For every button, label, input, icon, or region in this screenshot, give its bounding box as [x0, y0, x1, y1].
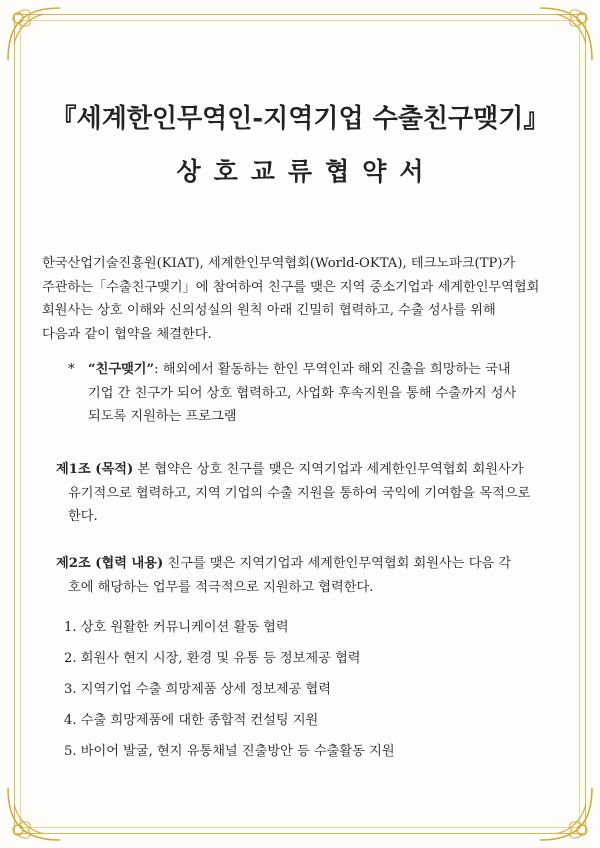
article-1-line: 유기적으로 협력하고, 지역 기업의 수출 지원을 통하여 국익에 기여함을 목적으로 — [68, 485, 531, 501]
article-1-heading: 제1조 (목적) — [56, 462, 134, 477]
list-item: 2. 회원사 현지 시장, 환경 및 유통 등 정보제공 협력 — [64, 651, 361, 666]
note-marker: * — [68, 362, 75, 377]
note-line: 기업 간 친구가 되어 상호 협력하고, 사업화 후속지원을 통해 수출까지 성사 — [88, 385, 517, 401]
intro-paragraph — [42, 252, 564, 346]
intro-line: 한국산업기술진흥원(KIAT), 세계한인무역협회(World-OKTA), 테크노파크(TP)가 — [42, 256, 516, 271]
article-2-heading: 제2조 (협력 내용) — [56, 556, 164, 571]
corner-ornament-icon — [4, 4, 64, 64]
document-subtitle: 상호교류협약서 — [176, 157, 437, 186]
note-line: : 해외에서 활동하는 한인 무역인과 해외 진출을 희망하는 국내 — [154, 362, 511, 377]
corner-ornament-icon — [536, 784, 596, 844]
intro-line: 회원사는 상호 이해와 신의성실의 원칙 아래 긴밀히 협력하고, 수출 성사를 위해 — [42, 303, 496, 318]
intro-line: 주관하는「수출친구맺기」에 참여하여 친구를 맺은 지역 중소기업과 세계한인무역협회 — [42, 279, 540, 295]
definition-note — [68, 358, 564, 429]
corner-ornament-icon — [536, 4, 596, 64]
article-1-line: 한다. — [68, 509, 98, 524]
intro-line: 다음과 같이 협약을 체결한다. — [42, 326, 212, 342]
article-1 — [56, 458, 564, 529]
list-item: 1. 상호 원활한 커뮤니케이션 활동 협력 — [64, 620, 289, 635]
document-title: 『세계한인무역인-지역기업 수출친구맺기』 — [50, 104, 550, 134]
article-1-line: 본 협약은 상호 친구를 맺은 지역기업과 세계한인무역협회 회원사가 — [133, 462, 524, 477]
note-term: “친구맺기” — [88, 362, 155, 377]
note-line: 되도록 지원하는 프로그램 — [88, 409, 237, 424]
article-2-line: 친구를 맺은 지역기업과 세계한인무역협회 회원사는 다음 각 — [163, 556, 512, 571]
cooperation-items-list — [64, 612, 564, 767]
corner-ornament-icon — [4, 784, 64, 844]
list-item: 4. 수출 희망제품에 대한 종합적 컨설팅 지원 — [64, 713, 319, 728]
article-2-line: 호에 해당하는 업무를 적극적으로 지원하고 협력한다. — [68, 579, 374, 595]
article-2 — [56, 552, 564, 599]
list-item: 5. 바이어 발굴, 현지 유통채널 진출방안 등 수출활동 지원 — [64, 744, 395, 759]
list-item: 3. 지역기업 수출 희망제품 상세 정보제공 협력 — [64, 682, 332, 697]
